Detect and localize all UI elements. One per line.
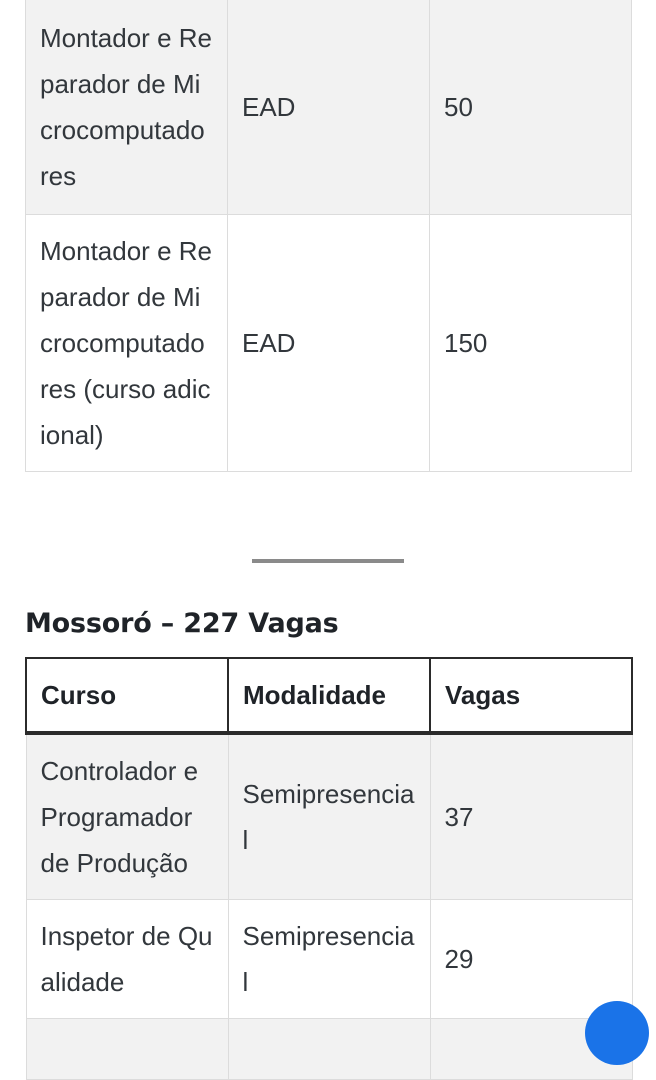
vacancies-cell: 50 <box>430 0 632 215</box>
header-modalidade: Modalidade <box>228 658 430 733</box>
vacancies-cell: 37 <box>430 733 632 900</box>
modality-cell <box>228 1019 430 1080</box>
table-row <box>26 215 632 472</box>
table-row <box>26 900 632 1019</box>
course-cell: Inspetor de Qualidade <box>26 900 228 1019</box>
courses-table-mossoro <box>25 657 633 1080</box>
vacancies-cell: 29 <box>430 900 632 1019</box>
table-row <box>26 733 632 900</box>
table-row <box>26 1019 632 1080</box>
section-separator <box>252 559 404 563</box>
courses-table-previous <box>25 0 632 472</box>
course-cell: Controlador e Programador de Produção <box>26 733 228 900</box>
floating-action-button-icon[interactable] <box>585 1001 649 1065</box>
course-cell: Montador e Reparador de Microcomputadores <box>26 0 228 215</box>
header-vagas: Vagas <box>430 658 632 733</box>
header-curso: Curso <box>26 658 228 733</box>
course-cell <box>26 1019 228 1080</box>
vacancies-cell: 150 <box>430 215 632 472</box>
table-header-row <box>26 658 632 733</box>
section-title: Mossoró – 227 Vagas <box>25 608 339 639</box>
modality-cell: Semipresencial <box>228 733 430 900</box>
table-row <box>26 0 632 215</box>
modality-cell: Semipresencial <box>228 900 430 1019</box>
course-cell: Montador e Reparador de Microcomputadores (curso adicional) <box>26 215 228 472</box>
modality-cell: EAD <box>228 0 430 215</box>
modality-cell: EAD <box>228 215 430 472</box>
